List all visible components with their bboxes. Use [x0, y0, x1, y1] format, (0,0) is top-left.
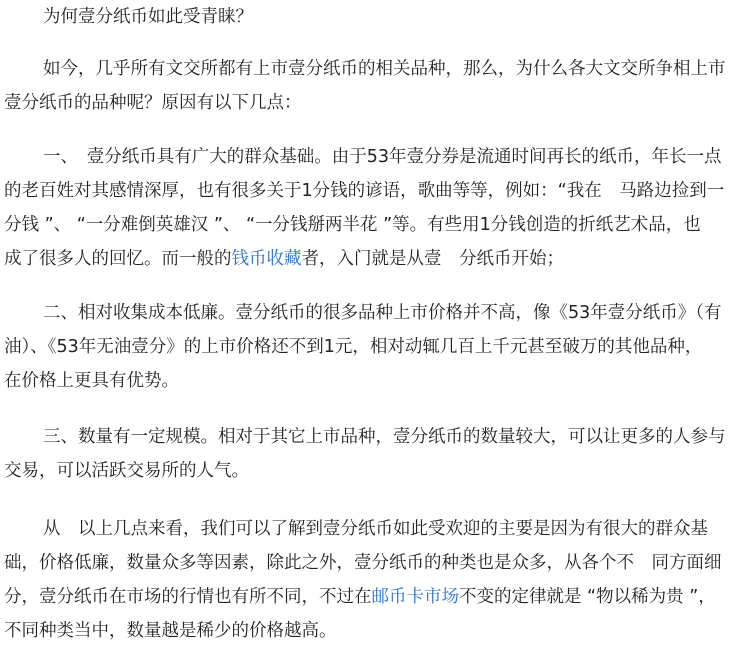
intro-line-1: 如今，几乎所有文交所都有上市壹分纸币的相关品种，那么，为什么各大文交所争相上市	[43, 59, 726, 79]
conclusion-line-3-text-before: 分，壹分纸币在市场的行情也有所不同，不过在	[4, 587, 372, 607]
stamp-coin-card-market-link[interactable]: 邮币卡市场	[371, 587, 459, 607]
conclusion-line-3-text-after: 不变的定律就是 “物以稀为贵 ”，	[459, 587, 716, 607]
point-3-line-1: 三、数量有一定规模。相对于其它上市品种，壹分纸币的数量较大，可以让更多的人参与	[43, 427, 726, 447]
coin-collection-link[interactable]: 钱币收藏	[231, 249, 302, 269]
article-title: 为何壹分纸币如此受青睐？	[43, 7, 253, 27]
conclusion-line-4: 不同种类当中，数量越是稀少的价格越高。	[4, 621, 337, 641]
point-2-line-3: 在价格上更具有优势。	[4, 371, 179, 391]
point-1-line-1: 一、 壹分纸币具有广大的群众基础。由于53年壹分券是流通时间再长的纸币，年长一点	[43, 147, 722, 167]
point-1-line-3: 分钱 ”、 “一分难倒英雄汉 ”、 “一分钱掰两半花 ”等。有些用1分钱创造的折纸艺术品，也	[4, 215, 701, 235]
conclusion-line-2: 础，价格低廉，数量众多等因素，除此之外，壹分纸币的种类也是众多，从各个不 同方面细	[4, 553, 722, 573]
point-1-line-2: 的老百姓对其感情深厚，也有很多关于1分钱的谚语，歌曲等等，例如：“我在 马路边捡到一	[4, 181, 725, 201]
point-2-line-1: 二、相对收集成本低廉。壹分纸币的很多品种上市价格并不高，像《53年壹分纸币》（有	[43, 303, 722, 323]
point-2-line-2: 油）、《53年无油壹分》的上市价格还不到1元，相对动辄几百上千元甚至破万的其他品种，	[4, 337, 703, 357]
conclusion-line-3	[4, 586, 716, 608]
point-1-line-4-text-after: 者，入门就是从壹 分纸币开始；	[301, 249, 564, 269]
point-1-line-4	[4, 248, 564, 270]
point-1-line-4-text-before: 成了很多人的回忆。而一般的	[4, 249, 232, 269]
point-3-line-2: 交易，可以活跃交易所的人气。	[4, 461, 249, 481]
conclusion-line-1: 从 以上几点来看，我们可以了解到壹分纸币如此受欢迎的主要是因为有很大的群众基	[43, 519, 708, 539]
intro-line-2: 壹分纸币的品种呢？原因有以下几点：	[4, 93, 302, 113]
